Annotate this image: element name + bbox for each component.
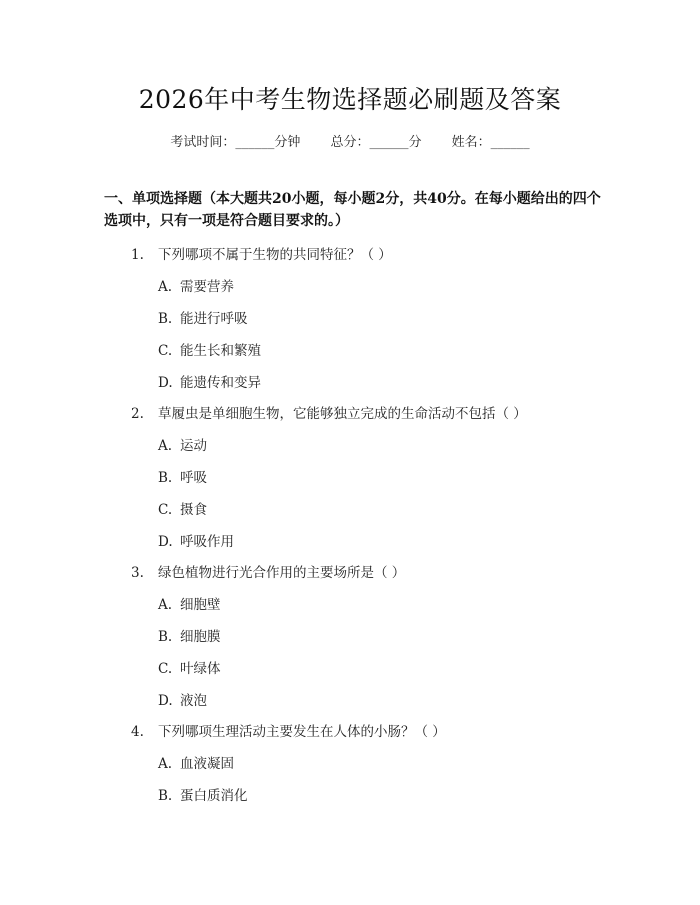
exam-time-label: 考试时间： bbox=[170, 135, 236, 150]
option-text: 呼吸作用 bbox=[180, 534, 234, 550]
total-score-blank: ______ bbox=[369, 135, 409, 150]
answer-option bbox=[158, 339, 261, 359]
exam-time-unit: 分钟 bbox=[274, 135, 301, 150]
total-score-label: 总分： bbox=[330, 135, 370, 150]
answer-option bbox=[158, 434, 207, 454]
answer-option bbox=[158, 689, 207, 709]
option-text: 叶绿体 bbox=[180, 661, 221, 677]
option-text: 液泡 bbox=[180, 693, 207, 709]
student-name-label: 姓名： bbox=[451, 135, 491, 150]
question-number: 4. bbox=[131, 724, 144, 740]
option-letter: D. bbox=[158, 534, 173, 550]
option-text: 蛋白质消化 bbox=[180, 788, 248, 804]
student-name-blank: ______ bbox=[490, 135, 530, 150]
question-stem bbox=[131, 243, 392, 263]
question-text: 绿色植物进行光合作用的主要场所是（ ） bbox=[158, 565, 406, 581]
option-letter: A. bbox=[158, 438, 173, 454]
answer-option bbox=[158, 625, 221, 645]
option-letter: A. bbox=[158, 597, 173, 613]
question-text: 草履虫是单细胞生物，它能够独立完成的生命活动不包括（ ） bbox=[158, 406, 527, 422]
option-text: 能遗传和变异 bbox=[180, 375, 261, 391]
question-number: 2. bbox=[131, 406, 144, 422]
option-letter: D. bbox=[158, 693, 173, 709]
option-letter: B. bbox=[158, 788, 173, 804]
question-number: 1. bbox=[131, 247, 144, 263]
exam-time-field bbox=[170, 131, 300, 150]
answer-option bbox=[158, 593, 221, 613]
question-text: 下列哪项不属于生物的共同特征？（ ） bbox=[158, 247, 392, 263]
answer-option bbox=[158, 498, 207, 518]
option-letter: B. bbox=[158, 311, 173, 327]
total-score-field bbox=[330, 131, 421, 150]
option-letter: B. bbox=[158, 470, 173, 486]
exam-time-blank: ______ bbox=[235, 135, 275, 150]
question-stem bbox=[131, 561, 405, 581]
option-letter: D. bbox=[158, 375, 173, 391]
option-text: 细胞壁 bbox=[180, 597, 221, 613]
answer-option bbox=[158, 275, 234, 295]
answer-option bbox=[158, 657, 221, 677]
total-score-unit: 分 bbox=[408, 135, 422, 150]
option-text: 细胞膜 bbox=[180, 629, 221, 645]
answer-option bbox=[158, 752, 234, 772]
question-number: 3. bbox=[131, 565, 144, 581]
option-letter: A. bbox=[158, 756, 173, 772]
option-letter: C. bbox=[158, 502, 173, 518]
answer-option bbox=[158, 307, 248, 327]
option-text: 需要营养 bbox=[180, 279, 234, 295]
question-stem bbox=[131, 402, 527, 422]
student-name-field bbox=[452, 131, 530, 150]
section-heading: 一、单项选择题（本大题共20小题，每小题2分，共40分。在每小题给出的四个选项中，只有一项是符合题目要求的。） bbox=[104, 191, 601, 229]
option-text: 运动 bbox=[180, 438, 207, 454]
answer-option bbox=[158, 530, 234, 550]
option-text: 能进行呼吸 bbox=[180, 311, 248, 327]
option-letter: C. bbox=[158, 343, 173, 359]
option-text: 血液凝固 bbox=[180, 756, 234, 772]
question-text: 下列哪项生理活动主要发生在人体的小肠？（ ） bbox=[158, 724, 446, 740]
answer-option bbox=[158, 466, 207, 486]
option-letter: A. bbox=[158, 279, 173, 295]
option-text: 摄食 bbox=[180, 502, 207, 518]
page-title: 2026年中考生物选择题必刷题及答案 bbox=[138, 85, 562, 114]
option-letter: B. bbox=[158, 629, 173, 645]
exam-meta-line bbox=[0, 131, 700, 150]
answer-option bbox=[158, 371, 261, 391]
answer-option bbox=[158, 784, 248, 804]
question-stem bbox=[131, 720, 446, 740]
option-text: 能生长和繁殖 bbox=[180, 343, 261, 359]
option-letter: C. bbox=[158, 661, 173, 677]
option-text: 呼吸 bbox=[180, 470, 207, 486]
